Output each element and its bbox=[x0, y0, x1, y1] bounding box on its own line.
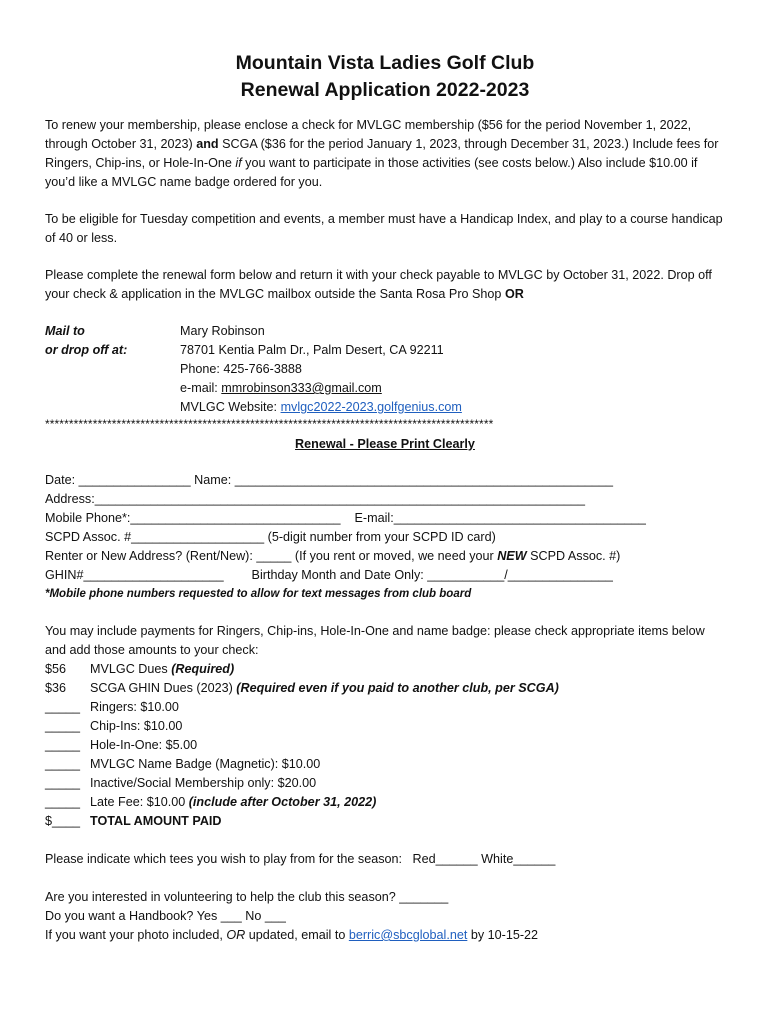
date-name-line[interactable]: Date: ________________ Name: ______________________________________________________ bbox=[45, 473, 613, 487]
scpd-line[interactable]: SCPD Assoc. #___________________ (5-digit number from your SCPD ID card) bbox=[45, 530, 496, 544]
hole-in-one-item[interactable]: _____ Hole-In-One: $5.00 bbox=[45, 738, 198, 752]
application-page bbox=[45, 50, 725, 945]
mail-to-label: Mail to or drop off at: bbox=[45, 324, 128, 357]
mobile-email-line[interactable]: Mobile Phone*:______________________________ E-mail:____________________________________ bbox=[45, 511, 646, 525]
mvlgc-dues-item: $56 MVLGC Dues (Required) bbox=[45, 662, 235, 676]
application-title: Renewal Application 2022-2023 bbox=[240, 79, 530, 101]
contact-phone: Phone: 425-766-3888 bbox=[180, 362, 302, 376]
handbook-line[interactable]: Do you want a Handbook? Yes ___ No ___ bbox=[45, 909, 286, 923]
volunteer-line[interactable]: Are you interested in volunteering to help the club this season? _______ bbox=[45, 890, 449, 904]
ringers-item[interactable]: _____ Ringers: $10.00 bbox=[45, 700, 179, 714]
mobile-note: *Mobile phone numbers requested to allow for text messages from club board bbox=[45, 588, 472, 600]
eligibility-paragraph: To be eligible for Tuesday competition and events, a member must have a Handicap Index, and play to a course handicap of 40 or less. bbox=[45, 212, 723, 245]
intro-paragraph: To renew your membership, please enclose a check for MVLGC membership ($56 for the period November 1, 2022, through October 31, 2023) and SCGA ($36 for the period January 1, 2023, through December 31, 2023.) Include fees for Ringers, Chip-ins, or Hole-In-One if you want to participate in those activities (see costs below.) Also include $10.00 if you’d like a MVLGC name badge ordered for you. bbox=[45, 118, 719, 189]
photo-line: If you want your photo included, OR updated, email to berric@sbcglobal.net by 10-15-22 bbox=[45, 928, 539, 942]
address-line[interactable]: Address:______________________________________________________________________ bbox=[45, 492, 585, 506]
photo-email-link[interactable]: berric@sbcglobal.net bbox=[348, 928, 468, 942]
contact-email[interactable]: mmrobinson333@gmail.com bbox=[221, 381, 382, 395]
renter-line[interactable]: Renter or New Address? (Rent/New): _____ (If you rent or moved, we need your NEW SCPD Assoc. #) bbox=[45, 549, 621, 563]
inactive-membership-item[interactable]: _____ Inactive/Social Membership only: $20.00 bbox=[45, 776, 317, 790]
late-fee-item[interactable]: _____ Late Fee: $10.00 (include after October 31, 2022) bbox=[45, 795, 377, 809]
divider: ********************************************************************************************** bbox=[45, 417, 494, 431]
contact-name: Mary Robinson bbox=[180, 324, 265, 338]
total-amount-item[interactable]: $____ TOTAL AMOUNT PAID bbox=[45, 814, 222, 828]
contact-email-line: e-mail: mmrobinson333@gmail.com bbox=[180, 381, 382, 395]
instructions-paragraph: Please complete the renewal form below and return it with your check payable to MVLGC by October 31, 2022. Drop off your check & application in the MVLGC mailbox outside the Santa Rosa Pro Shop OR bbox=[45, 268, 712, 301]
ghin-birthday-line[interactable]: GHIN#____________________ Birthday Month and Date Only: ___________/_______________ bbox=[45, 568, 613, 582]
chipins-item[interactable]: _____ Chip-Ins: $10.00 bbox=[45, 719, 183, 733]
club-title: Mountain Vista Ladies Golf Club bbox=[235, 52, 535, 74]
scga-dues-item: $36 SCGA GHIN Dues (2023) (Required even if you paid to another club, per SCGA) bbox=[45, 681, 559, 695]
mail-to-block bbox=[45, 322, 725, 417]
payments-intro: You may include payments for Ringers, Chip-ins, Hole-In-One and name badge: please check appropriate items below and add those amounts to your check: bbox=[45, 624, 705, 657]
website-line: MVLGC Website: mvlgc2022-2023.golfgenius.com bbox=[180, 400, 462, 414]
tees-line[interactable]: Please indicate which tees you wish to play from for the season: Red______ White______ bbox=[45, 852, 556, 866]
contact-street: 78701 Kentia Palm Dr., Palm Desert, CA 92211 bbox=[180, 343, 444, 357]
mail-address bbox=[180, 322, 725, 417]
renewal-heading: Renewal - Please Print Clearly bbox=[295, 437, 475, 451]
website-link[interactable]: mvlgc2022-2023.golfgenius.com bbox=[280, 400, 462, 414]
name-badge-item[interactable]: _____ MVLGC Name Badge (Magnetic): $10.00 bbox=[45, 757, 321, 771]
